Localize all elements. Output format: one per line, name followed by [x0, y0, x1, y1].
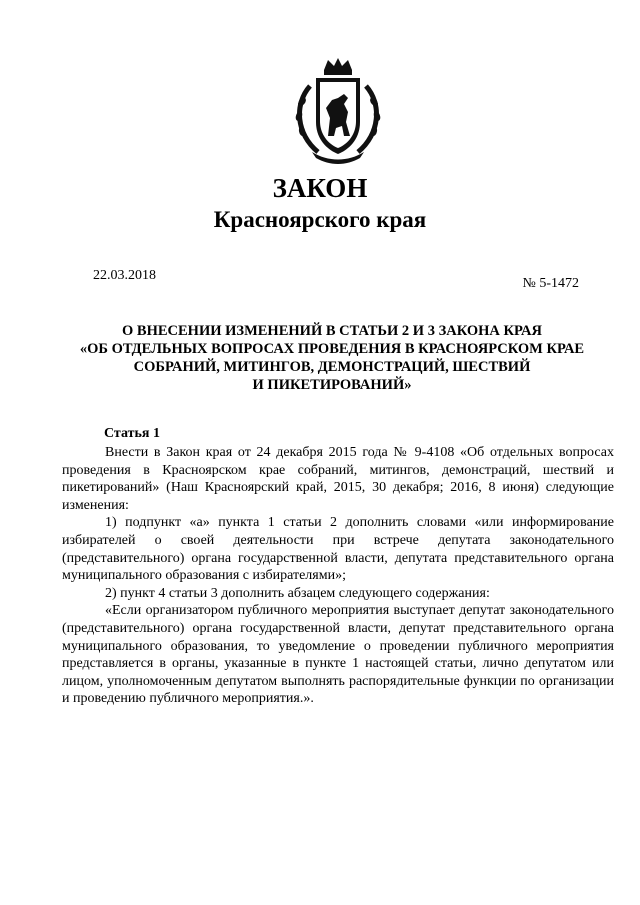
paragraph: «Если организатором публичного мероприятия выступает депутат законодательного (представительного) органа государственной власти, депутат представительного органа муниципального образования, то уведомление о проведении публичного мероприятия представляется в органы, указанные в пункте 1 настоящей статьи, лично депутатом или лицом, уполномоченным депутатом выполнять распорядительные функции по организации и проведению публичного мероприятия.». — [62, 603, 614, 707]
heading-line: О ВНЕСЕНИИ ИЗМЕНЕНИЙ В СТАТЬИ 2 И 3 ЗАКОНА КРАЯ — [122, 323, 542, 339]
law-subtitle: Красноярского края — [213, 207, 427, 232]
law-heading — [62, 322, 602, 394]
heading-line: «ОБ ОТДЕЛЬНЫХ ВОПРОСАХ ПРОВЕДЕНИЯ В КРАСНОЯРСКОМ КРАЕ — [79, 341, 585, 357]
paragraph: 2) пункт 4 статьи 3 дополнить абзацем следующего содержания: — [105, 585, 490, 601]
krasnoyarsk-coat-of-arms-icon — [288, 56, 388, 166]
article-body — [62, 444, 614, 708]
heading-line: СОБРАНИЙ, МИТИНГОВ, ДЕМОНСТРАЦИЙ, ШЕСТВИЙ — [133, 359, 531, 375]
heading-line: И ПИКЕТИРОВАНИЙ» — [252, 377, 412, 393]
law-date: 22.03.2018 — [93, 268, 156, 283]
law-title: ЗАКОН — [272, 173, 368, 203]
law-number: № 5-1472 — [522, 276, 579, 291]
article-title: Статья 1 — [104, 426, 160, 441]
paragraph: 1) подпункт «а» пункта 1 статьи 2 дополнить словами «или информирование избирателей о своей деятельности при встрече депутата законодательного (представительного) органа государственной власти, депутата представительного органа муниципального образования с избирателями»; — [62, 515, 614, 584]
paragraph: Внести в Закон края от 24 декабря 2015 года № 9-4108 «Об отдельных вопросах проведения в Красноярском крае собраний, митингов, демонстраций, шествий и пикетирований» (Наш Красноярский край, 2015, 30 декабря; 2016, 8 июня) следующие изменения: — [62, 445, 614, 513]
